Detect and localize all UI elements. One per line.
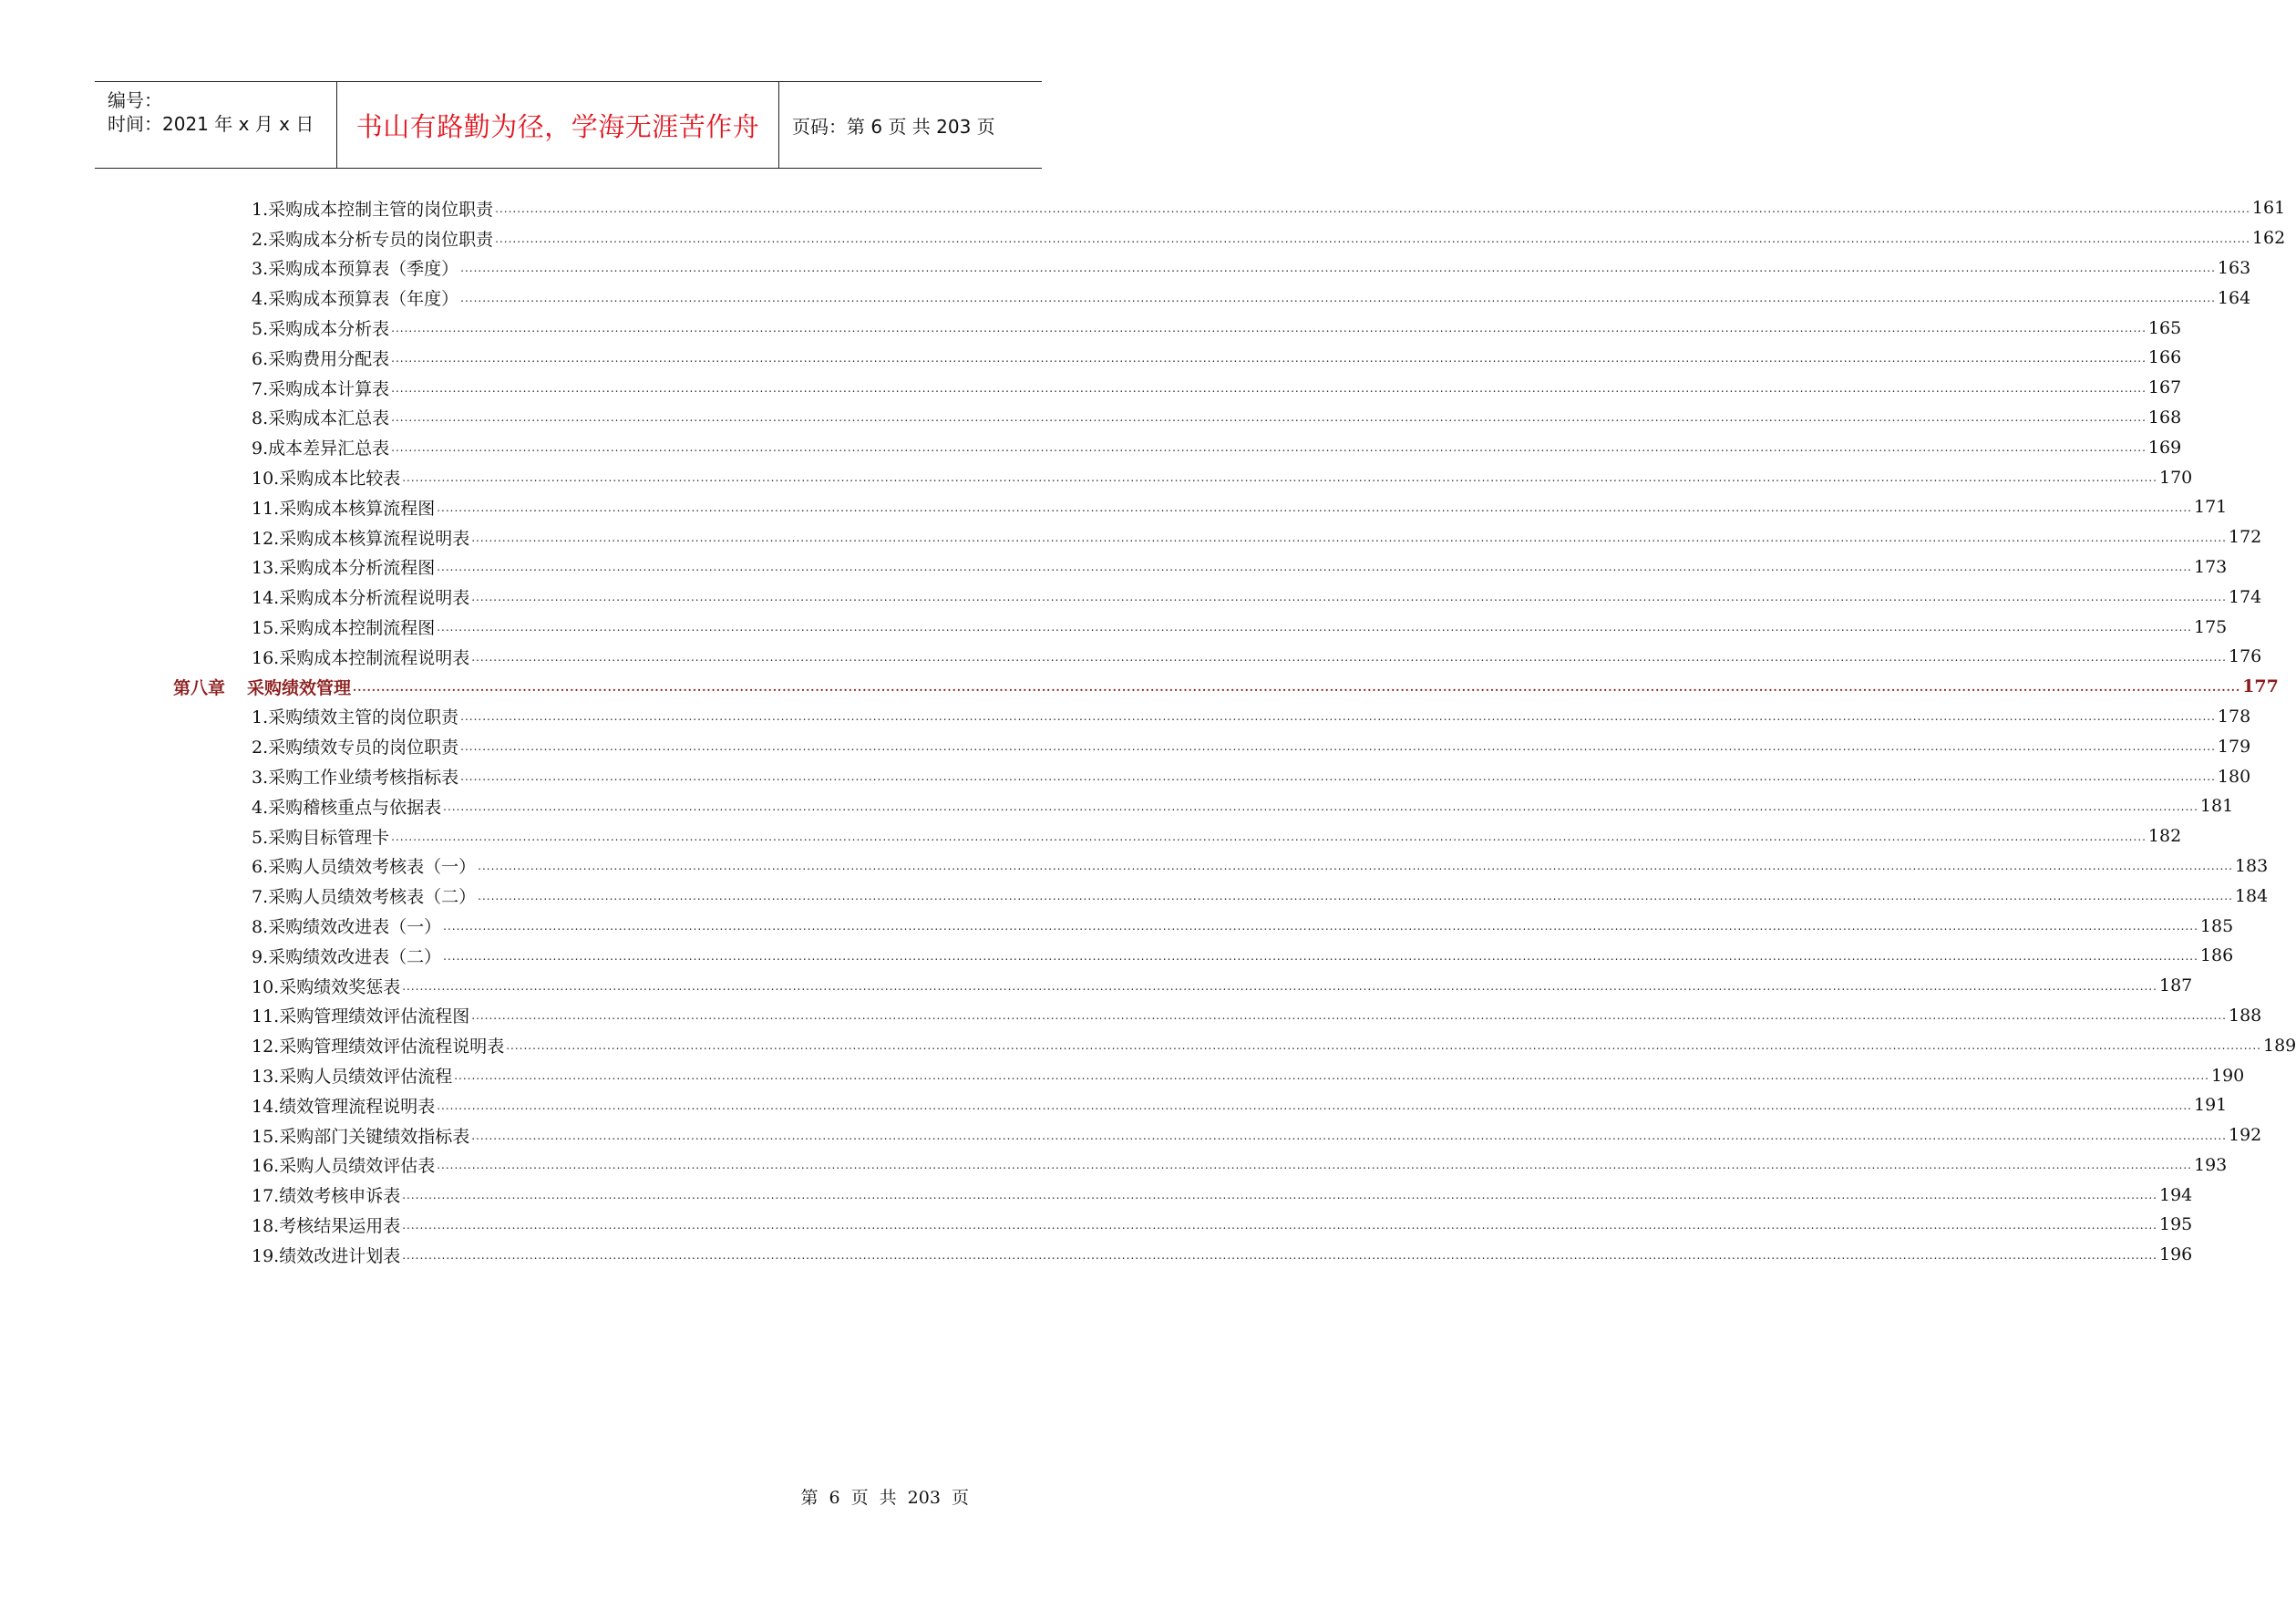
toc-leader-dots: ................................................................................................................................................................................................................................................................................................................................................................................................................ [471, 1129, 2227, 1142]
toc-leader-dots: ................................................................................................................................................................................................................................................................................................................................................................................................................ [437, 500, 2192, 514]
toc-entry-label: 7.采购成本计算表 [252, 378, 390, 399]
toc-entry-page: 179 [2217, 736, 2251, 757]
toc-entry-page: 166 [2147, 347, 2182, 368]
toc-leader-dots: ................................................................................................................................................................................................................................................................................................................................................................................................................ [437, 561, 2192, 574]
toc-leader-dots: ................................................................................................................................................................................................................................................................................................................................................................................................................ [471, 531, 2227, 544]
toc-entry-page: 189 [2263, 1035, 2296, 1056]
toc-entry[interactable] [173, 702, 2251, 732]
toc-entry-label: 14.绩效管理流程说明表 [252, 1096, 436, 1117]
page-header [95, 81, 1042, 169]
toc-entry[interactable] [173, 403, 2182, 433]
toc-entry-page: 176 [2229, 646, 2262, 667]
toc-entry-label: 11.采购成本核算流程图 [252, 498, 436, 519]
toc-entry[interactable] [173, 1030, 2296, 1060]
toc-entry-page: 193 [2194, 1154, 2228, 1175]
toc-leader-dots: ................................................................................................................................................................................................................................................................................................................................................................................................................ [443, 919, 2198, 933]
toc-entry-label: 13.采购成本分析流程图 [252, 558, 436, 579]
toc-entry[interactable] [173, 881, 2269, 911]
toc-entry[interactable] [173, 492, 2228, 522]
page-footer: 第 6 页 共 203 页 [800, 1488, 969, 1508]
chapter-page: 177 [2242, 676, 2279, 697]
toc-entry[interactable] [173, 1090, 2228, 1120]
toc-entry-label: 4.采购稽核重点与依据表 [252, 797, 442, 818]
toc-chapter-heading[interactable] [173, 672, 2279, 702]
toc-entry-page: 165 [2147, 317, 2182, 338]
toc-entry[interactable] [173, 911, 2234, 941]
serial-label: 编号： [108, 89, 162, 111]
toc-entry-page: 187 [2159, 975, 2193, 996]
toc-entry-page: 196 [2159, 1244, 2193, 1265]
header-pagecode-cell [779, 82, 1042, 168]
toc-entry-label: 10.采购成本比较表 [252, 469, 401, 490]
toc-leader-dots: ................................................................................................................................................................................................................................................................................................................................................................................................................ [391, 441, 2147, 455]
toc-entry[interactable] [173, 193, 2286, 223]
toc-entry-label: 2.采购成本分析专员的岗位职责 [252, 229, 494, 250]
chapter-number: 第八章 [173, 677, 226, 698]
toc-leader-dots: ................................................................................................................................................................................................................................................................................................................................................................................................................ [402, 1218, 2157, 1232]
toc-entry-page: 174 [2229, 586, 2262, 607]
toc-leader-dots: ................................................................................................................................................................................................................................................................................................................................................................................................................ [402, 1189, 2157, 1202]
toc-entry-label: 5.采购目标管理卡 [252, 827, 390, 848]
toc-entry-page: 186 [2199, 945, 2234, 966]
toc-entry-page: 182 [2147, 826, 2182, 847]
toc-entry-label: 9.成本差异汇总表 [252, 438, 390, 459]
toc-entry-label: 14.采购成本分析流程说明表 [252, 588, 470, 609]
toc-entry[interactable] [173, 821, 2182, 851]
toc-entry-label: 6.采购费用分配表 [252, 348, 390, 369]
toc-entry[interactable] [173, 731, 2251, 761]
page-code: 页码：第 6 页 共 203 页 [792, 115, 995, 138]
toc-entry-label: 8.采购绩效改进表（一） [252, 917, 442, 938]
toc-entry-label: 3.采购成本预算表（季度） [252, 259, 459, 280]
toc-entry-label: 15.采购成本控制流程图 [252, 618, 436, 639]
chapter-label [173, 675, 351, 699]
toc-entry-page: 173 [2194, 556, 2228, 577]
toc-entry[interactable] [173, 1001, 2262, 1031]
toc-leader-dots: ................................................................................................................................................................................................................................................................................................................................................................................................................ [437, 1159, 2192, 1172]
toc-entry-label: 7.采购人员绩效考核表（二） [252, 887, 477, 908]
toc-leader-dots: ................................................................................................................................................................................................................................................................................................................................................................................................................ [495, 232, 2250, 245]
toc-entry-page: 170 [2159, 467, 2193, 488]
toc-entry[interactable] [173, 1150, 2228, 1181]
toc-leader-dots: ................................................................................................................................................................................................................................................................................................................................................................................................................ [460, 740, 2216, 754]
toc-entry[interactable] [173, 373, 2182, 403]
toc-leader-dots: ................................................................................................................................................................................................................................................................................................................................................................................................................ [495, 201, 2250, 215]
toc-entry-label: 15.采购部门关键绩效指标表 [252, 1126, 470, 1147]
toc-entry-page: 180 [2217, 766, 2251, 787]
toc-entry-page: 181 [2199, 796, 2234, 817]
toc-entry[interactable] [173, 971, 2193, 1001]
toc-entry-label: 3.采购工作业绩考核指标表 [252, 768, 459, 789]
toc-leader-dots: ................................................................................................................................................................................................................................................................................................................................................................................................................ [471, 591, 2227, 604]
toc-entry-page: 162 [2251, 228, 2286, 249]
toc-leader-dots: ................................................................................................................................................................................................................................................................................................................................................................................................................ [460, 292, 2216, 305]
toc-entry[interactable] [173, 612, 2228, 642]
toc-leader-dots: ................................................................................................................................................................................................................................................................................................................................................................................................................ [478, 860, 2233, 873]
toc-entry-label: 6.采购人员绩效考核表（一） [252, 857, 477, 878]
toc-entry[interactable] [173, 522, 2262, 552]
toc-entry-label: 13.采购人员绩效评估流程 [252, 1067, 453, 1087]
toc-entry-page: 192 [2229, 1125, 2262, 1146]
toc-entry[interactable] [173, 432, 2182, 462]
toc-entry-label: 16.采购成本控制流程说明表 [252, 647, 470, 668]
toc-entry-label: 5.采购成本分析表 [252, 319, 390, 340]
toc-entry-page: 163 [2217, 257, 2251, 278]
toc-entry-label: 10.采购绩效奖惩表 [252, 976, 401, 997]
header-meta-cell [95, 82, 337, 168]
toc-leader-dots: ................................................................................................................................................................................................................................................................................................................................................................................................................ [460, 769, 2216, 783]
toc-entry[interactable] [173, 582, 2262, 612]
toc-leader-dots: ................................................................................................................................................................................................................................................................................................................................................................................................................ [443, 949, 2198, 963]
toc-entry-page: 171 [2194, 497, 2228, 518]
toc-entry-page: 190 [2211, 1065, 2245, 1086]
toc-leader-dots: ................................................................................................................................................................................................................................................................................................................................................................................................................ [443, 800, 2198, 813]
toc-entry-label: 4.采购成本预算表（年度） [252, 289, 459, 310]
toc-entry[interactable] [173, 223, 2286, 253]
toc-entry-page: 183 [2234, 855, 2269, 876]
toc-leader-dots: ................................................................................................................................................................................................................................................................................................................................................................................................................ [460, 710, 2216, 724]
toc-leader-dots: ................................................................................................................................................................................................................................................................................................................................................................................................................ [506, 1039, 2261, 1053]
time-label: 时间：2021 年 x 月 x 日 [108, 113, 314, 135]
toc-entry[interactable] [173, 851, 2269, 882]
table-of-contents [173, 193, 2296, 1270]
toc-entry-label: 19.绩效改进计划表 [252, 1245, 401, 1266]
toc-entry-label: 12.采购管理绩效评估流程说明表 [252, 1037, 505, 1057]
toc-entry[interactable] [173, 1120, 2262, 1150]
toc-entry[interactable] [173, 343, 2182, 373]
toc-entry-label: 16.采购人员绩效评估表 [252, 1156, 436, 1177]
toc-entry-page: 164 [2217, 287, 2251, 308]
toc-leader-dots: ................................................................................................................................................................................................................................................................................................................................................................................................................ [402, 470, 2157, 484]
toc-entry-label: 11.采购管理绩效评估流程图 [252, 1006, 470, 1027]
toc-entry[interactable] [173, 1240, 2193, 1270]
toc-leader-dots: ................................................................................................................................................................................................................................................................................................................................................................................................................ [460, 262, 2216, 275]
toc-entry[interactable] [173, 1180, 2193, 1210]
toc-entry[interactable] [173, 941, 2234, 971]
toc-entry-page: 178 [2217, 706, 2251, 727]
toc-entry-label: 1.采购绩效主管的岗位职责 [252, 707, 459, 728]
toc-entry-label: 18.考核结果运用表 [252, 1215, 401, 1236]
toc-entry-label: 2.采购绩效专员的岗位职责 [252, 738, 459, 758]
toc-entry[interactable] [173, 791, 2234, 821]
toc-leader-dots: ................................................................................................................................................................................................................................................................................................................................................................................................................ [478, 890, 2233, 903]
toc-leader-dots: ................................................................................................................................................................................................................................................................................................................................................................................................................ [437, 620, 2192, 634]
toc-entry-page: 194 [2159, 1184, 2193, 1205]
toc-entry-page: 184 [2234, 885, 2269, 906]
toc-leader-dots: ................................................................................................................................................................................................................................................................................................................................................................................................................ [391, 321, 2147, 335]
toc-leader-dots: ................................................................................................................................................................................................................................................................................................................................................................................................................ [471, 650, 2227, 664]
toc-entry[interactable] [173, 1060, 2245, 1090]
toc-entry-page: 195 [2159, 1214, 2193, 1235]
toc-leader-dots: ................................................................................................................................................................................................................................................................................................................................................................................................................ [402, 1248, 2157, 1262]
toc-entry[interactable] [173, 462, 2193, 492]
toc-leader-dots: ................................................................................................................................................................................................................................................................................................................................................................................................................ [391, 381, 2147, 395]
toc-leader-dots: ................................................................................................................................................................................................................................................................................................................................................................................................................ [454, 1068, 2209, 1082]
motto-text: 书山有路勤为径，学海无涯苦作舟 [355, 110, 760, 142]
toc-entry-page: 172 [2229, 527, 2262, 548]
toc-leader-dots: ................................................................................................................................................................................................................................................................................................................................................................................................................ [353, 680, 2241, 694]
toc-entry-label: 1.采购成本控制主管的岗位职责 [252, 199, 494, 220]
toc-entry[interactable] [173, 642, 2262, 672]
toc-leader-dots: ................................................................................................................................................................................................................................................................................................................................................................................................................ [471, 1009, 2227, 1023]
toc-entry-page: 175 [2194, 616, 2228, 637]
toc-entry-page: 161 [2251, 198, 2286, 219]
toc-entry-label: 17.绩效考核申诉表 [252, 1186, 401, 1207]
toc-entry-page: 191 [2194, 1095, 2228, 1116]
toc-entry[interactable] [173, 283, 2251, 313]
toc-entry[interactable] [173, 253, 2251, 284]
chapter-title: 采购绩效管理 [247, 677, 352, 698]
toc-entry[interactable] [173, 1210, 2193, 1240]
header-motto-cell [337, 82, 779, 168]
toc-entry-page: 167 [2147, 377, 2182, 398]
toc-entry-label: 12.采购成本核算流程说明表 [252, 528, 470, 549]
toc-entry-label: 8.采购成本汇总表 [252, 408, 390, 429]
toc-entry-page: 168 [2147, 407, 2182, 428]
toc-leader-dots: ................................................................................................................................................................................................................................................................................................................................................................................................................ [391, 830, 2147, 843]
toc-leader-dots: ................................................................................................................................................................................................................................................................................................................................................................................................................ [402, 979, 2157, 993]
toc-leader-dots: ................................................................................................................................................................................................................................................................................................................................................................................................................ [437, 1099, 2192, 1112]
toc-leader-dots: ................................................................................................................................................................................................................................................................................................................................................................................................................ [391, 351, 2147, 365]
toc-leader-dots: ................................................................................................................................................................................................................................................................................................................................................................................................................ [391, 411, 2147, 425]
toc-entry-label: 9.采购绩效改进表（二） [252, 946, 442, 967]
toc-entry[interactable] [173, 313, 2182, 343]
toc-entry-page: 169 [2147, 437, 2182, 458]
toc-entry[interactable] [173, 552, 2228, 583]
toc-entry-page: 188 [2229, 1005, 2262, 1026]
toc-entry[interactable] [173, 761, 2251, 791]
toc-entry-page: 185 [2199, 915, 2234, 936]
